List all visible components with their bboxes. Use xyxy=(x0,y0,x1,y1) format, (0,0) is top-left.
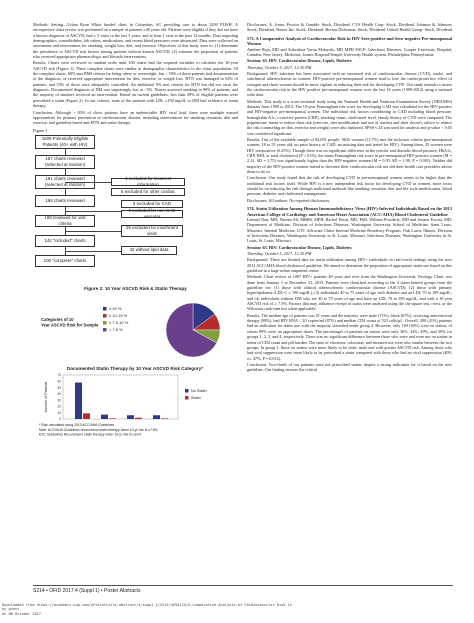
bar-y-ticks xyxy=(57,373,61,421)
exclusion-box-visits: 26 excluded for insufficient visits xyxy=(121,225,183,237)
bar-legend-swatch xyxy=(185,389,189,393)
pie-chart-svg xyxy=(33,295,238,365)
flow-box-169: 169 reviewed for visit criteria xyxy=(35,215,95,227)
pie-legend-label: ≥ 7.5-10 % xyxy=(109,319,129,325)
pie-legend xyxy=(103,306,129,332)
flow-box-142: 142 "included" charts xyxy=(35,235,95,247)
abstract-574-authors: Lemuel Non, MD; Nareen Ali, MBBS, MPH; Rachel Presti, MD, PhD; William Powderly, MD and Jerome Escota, MD; Department of Medicine, Division of Infectious Diseases, Washington University School of Medicine, Saint Louis, Missouri, Internal Medicine, UTC Advocate Christ Internal Medicine Residency Program, Oak Lawn, Illinois, Division of Infectious Diseases, Washington University in St. Louis, Missouri, Infectious Diseases, Washington University in St. Louis, St. Louis, Missouri xyxy=(247,216,452,244)
bar-note: * Risk calculated using 2013 ACC/AHA Guidelines xyxy=(39,422,115,427)
bar-mark xyxy=(135,417,142,418)
pie-legend-label: < 7.5 % xyxy=(109,326,123,332)
pie-legend-label: ≥ 10-15 % xyxy=(109,312,128,318)
flow-box-168: 168 charts reviewed xyxy=(35,195,95,207)
abstract-574-background: Background. There are limited data on statin utilization among HIV+ individuals in real-world settings using the new 2013 ACC/AHA blood cholesterol guideline. We aimed to determine the proportion of appropriate statin use based on this guideline in a large urban outpatient center. xyxy=(247,257,452,274)
bar-mark xyxy=(161,418,168,419)
pie-legend-swatch xyxy=(103,321,107,325)
abstract-574-title: 574. Statin Utilization Among Human Immunodeficiency Virus (HIV)-Infected Individuals Based on the 2013 American College of Cardiology and American Heart Association (ACC/AHA) Blood Cholesterol Guideline xyxy=(247,206,452,217)
bar-y-tick-label: 20 xyxy=(57,404,61,409)
abstract-573-authors: Amiben Raja, MD and Srikrishna Varun Malayala, MD MPH FACP; Infectious Diseases, Cooper University Hospital, Camden, New Jersey; Medicine, Jeanes Hospital/Temple University Health system, Philadelphia, Pennsylvania xyxy=(247,46,452,57)
pie-slices xyxy=(166,303,220,357)
abstract-573-conclusion: Conclusion. Our study found that the risk of developing CVD in pre-menopausal women seems to be higher than the traditional risk factors itself. While HIV is a new independent risk factor for developing CVD in women, more focus should be on reducing the risk through traditional methods like smoking cessation, diet and life style modification, blood pressure, diabetes and cholesterol management. xyxy=(247,175,452,197)
flow-diagram xyxy=(33,135,238,283)
bar-y-tick-label: 30 xyxy=(57,397,61,402)
bar-note: Note: ACC/AHA Guidelines recommend statin therapy when 10-yr risk is ≥7.5% xyxy=(39,427,158,432)
bar-y-tick-label: 60 xyxy=(57,379,61,384)
abstract-574-conclusion: Conclusion. Two-thirds of our patients were not prescribed statins despite a strong indication for it based on the new guideline. Our finding stresses the critical xyxy=(247,361,452,373)
abstract-573-methods: Methods. This study is a cross-sectional study using the National Health and Nutrition Examination Survey (NHANES) datasets from 1999 to 2014. The 10-year Framingham risk score for developing CAD was calculated for the HIV-positive and HIV-negative pre-menopausal women. The individual risk factors contributing to CAD including blood pressure, hemoglobin A1c, c-reactive protein (CRP), smoking status, cholesterol level, family history of CVD were compared. The populations' intent to reduce their risk (exercise, diet modification and use of statins) and their doctor's advice to reduce the risk (counseling on diet, exercise and weight) were also analyzed. SPSS v 24 was used for analysis and p-value < 0.05 was considered significant. xyxy=(247,98,452,136)
figure-1-label: Figure 1. xyxy=(33,127,49,133)
pie-title-line: Categories of 10 Year ASCVD Risk for Sample xyxy=(41,316,99,328)
abstract-574-date: Thursday, October 5, 2017: 12:30 PM xyxy=(247,251,312,256)
exclusion-box-incorrect: 1 excluded for incorrect information xyxy=(111,178,185,186)
bar-notes xyxy=(39,423,158,437)
bar-mark xyxy=(101,414,108,418)
bar-mark xyxy=(83,413,90,419)
connector xyxy=(65,211,121,212)
exclusion-box-vascular: 9 excluded for non-CAD vascular xyxy=(121,210,183,218)
bar-y-tick-label: 40 xyxy=(57,391,61,396)
bar-note: ESC Guidelines Recommend statin therapy when 10-yr risk is ≥10% xyxy=(39,432,142,437)
abstract-573-background: Background. HIV infection has been associated with an increased risk of cardiovascular disease (CVD), stroke, and subclinical atherosclerosis in women. HIV-positive pre-menopausal women tend to lose the cardio-protective effect of estrogen and those women should be more vigilant in reducing their risk for developing CVD. Our study intends to assess the cardiovascular risk in the HIV positive pre-menopausal women over the last 16 years (1999-2014) using a national wide data. xyxy=(247,70,452,98)
connector xyxy=(65,169,66,175)
bar-legend-label: No Statin xyxy=(191,388,207,393)
bar-y-tick-label: 50 xyxy=(57,385,61,390)
methods-paragraph: Methods. Setting—Urban Ryan White funded clinic in Columbus, SC providing care to about 2200 PLWH. A retrospective chart review was performed on a sample of patients ≥40 years old. Patients were eligible if they did not have a known diagnosis of ASCVD, had ≥ 5 visits in the last 3 years, and at least 1 visit in the past 12 months. Data regarding demographics, comorbidities, lab values, medications, and recent blood pressures were abstracted. Data were collected on assessment and intervention for smoking, weight loss, diet, and exercise. Objectives of this study were to: (1) determine the prevalence of ASCVD risk factors among patients without known ASCVD; (2) estimate the proportion of patients who received appropriate pharmacologic and lifestyle interventions. xyxy=(33,22,238,60)
results-paragraph: Results. Charts were reviewed in random order until 100 charts had the required variables to calculate the 10-year ASCVD risk (Figure 1). These complete charts were similar in demographic characteristics to the clinic population. Of the complete charts, 60% met BMI criteria for being obese or overweight, but < 50% of these patients had documentation of the diagnosis, or received appropriate intervention for diet, exercise, or weight loss. HTN was managed in 62% of patients, and 53% of those were adequately controlled. An additional 9% met criteria for HTN but did not carry the diagnosis. Documented diagnosis of DM was surprisingly low at <5%. Nurses assessed smoking in 90% of patients, and the majority of smokers received an intervention. Based on current guidelines, less than 29% of eligible patients were prescribed a statin (Figure 2). In our cohorts, none of the patients with LDL ≥190 mg/dL or DM had evidence of statin therapy. xyxy=(33,60,238,109)
exclusion-box-cad: 5 excluded for CAD xyxy=(121,200,183,208)
connector xyxy=(65,182,111,183)
bar-mark xyxy=(153,415,160,419)
abstract-573-date: Thursday, October 5, 2017: 12:30 PM xyxy=(247,64,312,70)
abstract-573-results: Results. Out of the available sample of 82,091 people, 9635 women (11.7%) met the inclusion criteria (pre-menopausal women, 18 to 55 years old, no prior history of CAD, no missing data and tested for HIV). Among them, 25 women were HIV seropositive (0.25%). Though there was no significant difference in the systolic and diastolic blood pressure, HbA1c, CRP, HDL or total cholesterol (P > 0.05), the mean Framingham risk score in pre-menopausal HIV-positive women (M = 2.12, SD = 2.75) was significantly higher than the HIV-negative women (M = 0.95, SD = 1.99, P = 0.001). Neither did majority of the HIV-positive women intend to decrease their cardiovascular risk nor did their health care providers advise them to do so. xyxy=(247,137,452,175)
pie-legend-swatch xyxy=(103,314,107,318)
page-footer: S214 • OFID 2017:4 (Suppl 1) • Poster Abstracts xyxy=(33,585,453,594)
bar-mark xyxy=(109,418,116,419)
abstract-574-methods: Methods. Chart review of 1087 HIV+ patients 40 years and over from the Washington University Virology Clinic was done from January 1 to December 31, 2015. Patients were classified according to the 4 statin benefit groups from the guideline for: (1) those with clinical atherosclerotic cardiovascular disease (ASCVD); (2) those with primary hyperlipidemia (LDL-C ≥ 190 mg/dL); (3) individuals 40 to 75 years of age with diabetes and an LDL 70 to 189 mg/dL; and (4) individuals without DM who are 40 to 75 years of age and have an LDL 70 to 189 mg/dL, and with a 10-year ASCVD risk of ≥ 7.5%. Factors that may influence receipt of statin were analyzed using the chi-square test, t-test, or the Wilcoxon rank-sum test when applicable. xyxy=(247,274,452,312)
connector xyxy=(65,149,66,155)
conclusion-paragraph: Conclusion. Although > 83% of clinic patients have an undetectable HIV viral load, there were multiple missed opportunities for primary prevention of cardiovascular disease, including interventions for smoking cessation, diet and exercise, and guideline based anti-HTN and statin therapy. xyxy=(33,109,238,126)
abstract-574-session: Session: 65. HIV: Cardiovascular Disease, Lipids, Diabetes xyxy=(247,244,352,250)
exclusion-box-other-cardiac: 5 excluded for other cardiac xyxy=(111,188,185,196)
bar-mark xyxy=(127,415,134,419)
abstract-573-disclosures: Disclosures. All authors: No reported disclosures. xyxy=(247,197,331,203)
exclusion-box-lipid: 42 without lipid data xyxy=(121,246,177,255)
pie-chart-area xyxy=(33,295,238,365)
connector xyxy=(65,189,66,195)
right-column xyxy=(247,22,452,374)
pie-legend-swatch xyxy=(103,307,107,311)
bar-legend xyxy=(185,389,207,400)
bar-legend-label: Statin xyxy=(191,395,201,400)
left-column xyxy=(33,22,238,441)
bar-y-tick-label: 70 xyxy=(57,372,61,377)
bar-y-tick-label: 0 xyxy=(59,416,61,421)
disclosures-572: Disclosures. A. Jones, Proctor & Gamble: Stock, Dividend. CVS Health Corp: Stock, Dividend. Johnson & Johnson: Stock, Dividend. Baxter Inc: Stock, Dividend. Becton Dickinson: Stock, Dividend. United Health Group: Stock, Dividend xyxy=(247,22,452,33)
connector xyxy=(65,251,121,252)
flow-box-181: 181 charts reviewed (selected at random) xyxy=(35,175,95,189)
flow-box-187: 187 charts reviewed (selected at random) xyxy=(35,155,95,169)
abstract-573-session: Session: 65. HIV: Cardiovascular Disease, Lipids, Diabetes xyxy=(247,58,352,64)
bar-chart-area xyxy=(33,365,238,441)
bar-legend-swatch xyxy=(185,396,189,400)
download-notice[interactable]: Downloaded from https://academic.oup.com/ofid/article-abstract/4/suppl_1/S214/4294125/A-Comparative-Analysis-of-Cardiovascular-Risk-in by guest on 08 October 2017 xyxy=(2,603,292,616)
bar-y-label: Number of Patients xyxy=(44,381,48,412)
pie-legend-swatch xyxy=(103,328,107,332)
pie-legend-label: ≥ 15 % xyxy=(109,305,122,311)
flow-box-eligible: 1509 Potentially Eligible Patients (40+ with HIV) xyxy=(35,135,95,149)
flow-box-100: 100 "complete" charts xyxy=(35,255,95,267)
figure-2-caption: Figure 2: 10 Year ASCVD Risk & Statin Therapy xyxy=(84,285,187,291)
connector xyxy=(65,231,121,232)
bar-title: Documented Statin Therapy by 10 Year ASCVD Risk Category* xyxy=(66,365,204,371)
abstract-574-results: Results. The median age of patients was 51 years and the majority were male (71%), black (67%), receiving antiretroviral therapy (98%), had HIV RNA < 20 copies/ml (87%) and median CD4 count of 523 cells/µL. Overall, 490 (41%) patients had an indication for statin use, with the majority classified under group 4. However, only 160 (36%) were on statins, of whom 89% were on appropriate doses. The percentages of patients on statins were only 36%, 44%, 49%, and 30% for groups 1, 2, 3, and 4, respectively. There was no significant difference between those who were and were not on statins in terms of CD4 count and pill burden. The rates of efavirenz, cobicistat, and ritonavir use were also similar between the two groups. In group 1, those on statins were more likely to be older, male and with greater ASCVD risk. Among those who had viral suppression were more likely to be prescribed a statin compared with those who had no viral suppression (40% vs. 47%, P = 0.012). xyxy=(247,312,452,361)
bar-chart-svg xyxy=(33,365,238,441)
bar-mark xyxy=(75,382,82,418)
abstract-573-title: 573. A Comparative Analysis of Cardiovascular Risk in HIV Sero-positive and Sero-negative Pre-menopausal Women xyxy=(247,35,452,47)
bar-y-tick-label: 10 xyxy=(57,410,61,415)
